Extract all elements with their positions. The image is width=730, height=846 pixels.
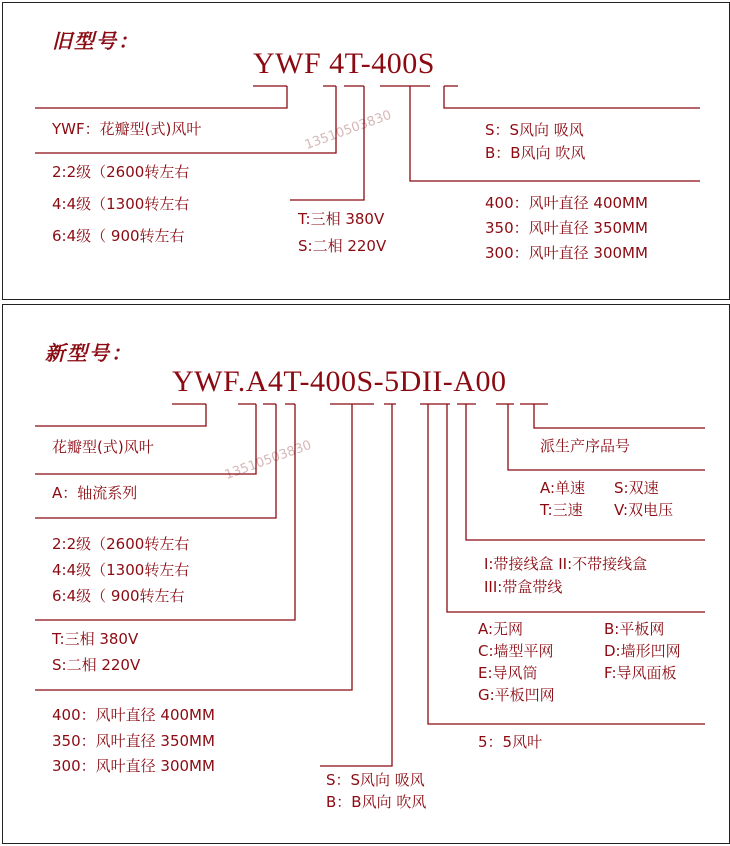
new-phase-item: T:三相 380V: [52, 630, 139, 648]
derived-label: 派生产序品号: [540, 437, 631, 455]
guard-item: C:墙型平网: [478, 642, 554, 660]
junction-item: III:带盒带线: [484, 578, 563, 596]
new-axial-label: A：轴流系列: [52, 484, 138, 502]
old-direction-item: S：S风向 吸风: [485, 121, 584, 139]
guard-item: E:导风筒: [478, 664, 538, 682]
new-diameter-item: 300：风叶直径 300MM: [52, 757, 215, 775]
old-pole-item: 2:2级（2600转左右: [52, 163, 190, 181]
guard-item: F:导风面板: [604, 664, 677, 682]
guard-item: B:平板网: [604, 620, 665, 638]
old-direction-item: B：B风向 吹风: [485, 144, 586, 162]
speed-item: A:单速: [540, 479, 586, 497]
guard-item: D:墙形凹网: [604, 642, 681, 660]
new-model-code: YWF.A4T-400S-5DII-A00: [172, 365, 507, 398]
junction-item: I:带接线盒 II:不带接线盒: [484, 555, 648, 573]
guard-item: A:无网: [478, 620, 524, 638]
new-diameter-item: 400：风叶直径 400MM: [52, 706, 215, 724]
new-phase-item: S:二相 220V: [52, 656, 141, 674]
new-type-label: 花瓣型(式)风叶: [52, 438, 154, 456]
old-diameter-item: 400：风叶直径 400MM: [485, 194, 648, 212]
watermark-new: 13510503830: [222, 437, 314, 483]
old-phase-item: S:二相 220V: [298, 237, 387, 255]
old-diameter-item: 350：风叶直径 350MM: [485, 219, 648, 237]
watermark-old: 13510503830: [302, 107, 394, 153]
new-direction-item: S：S风向 吸风: [326, 771, 425, 789]
old-phase-item: T:三相 380V: [298, 210, 385, 228]
speed-item: T:三速: [540, 501, 583, 519]
guard-item: G:平板凹网: [478, 686, 555, 704]
old-pole-item: 4:4级（1300转左右: [52, 195, 190, 213]
old-pole-item: 6:4级（ 900转左右: [52, 227, 185, 245]
new-diameter-item: 350：风叶直径 350MM: [52, 732, 215, 750]
new-direction-item: B：B风向 吹风: [326, 793, 427, 811]
speed-item: S:双速: [614, 479, 659, 497]
old-model-code: YWF 4T-400S: [253, 47, 435, 80]
speed-item: V:双电压: [614, 501, 674, 519]
old-diameter-item: 300：风叶直径 300MM: [485, 244, 648, 262]
old-model-title: 旧型号：: [52, 29, 140, 53]
new-pole-item: 4:4级（1300转左右: [52, 561, 190, 579]
new-model-title: 新型号：: [45, 341, 133, 365]
new-blades-label: 5：5风叶: [478, 733, 543, 751]
new-pole-item: 2:2级（2600转左右: [52, 535, 190, 553]
new-pole-item: 6:4级（ 900转左右: [52, 587, 185, 605]
old-type-label: YWF：花瓣型(式)风叶: [52, 120, 202, 138]
